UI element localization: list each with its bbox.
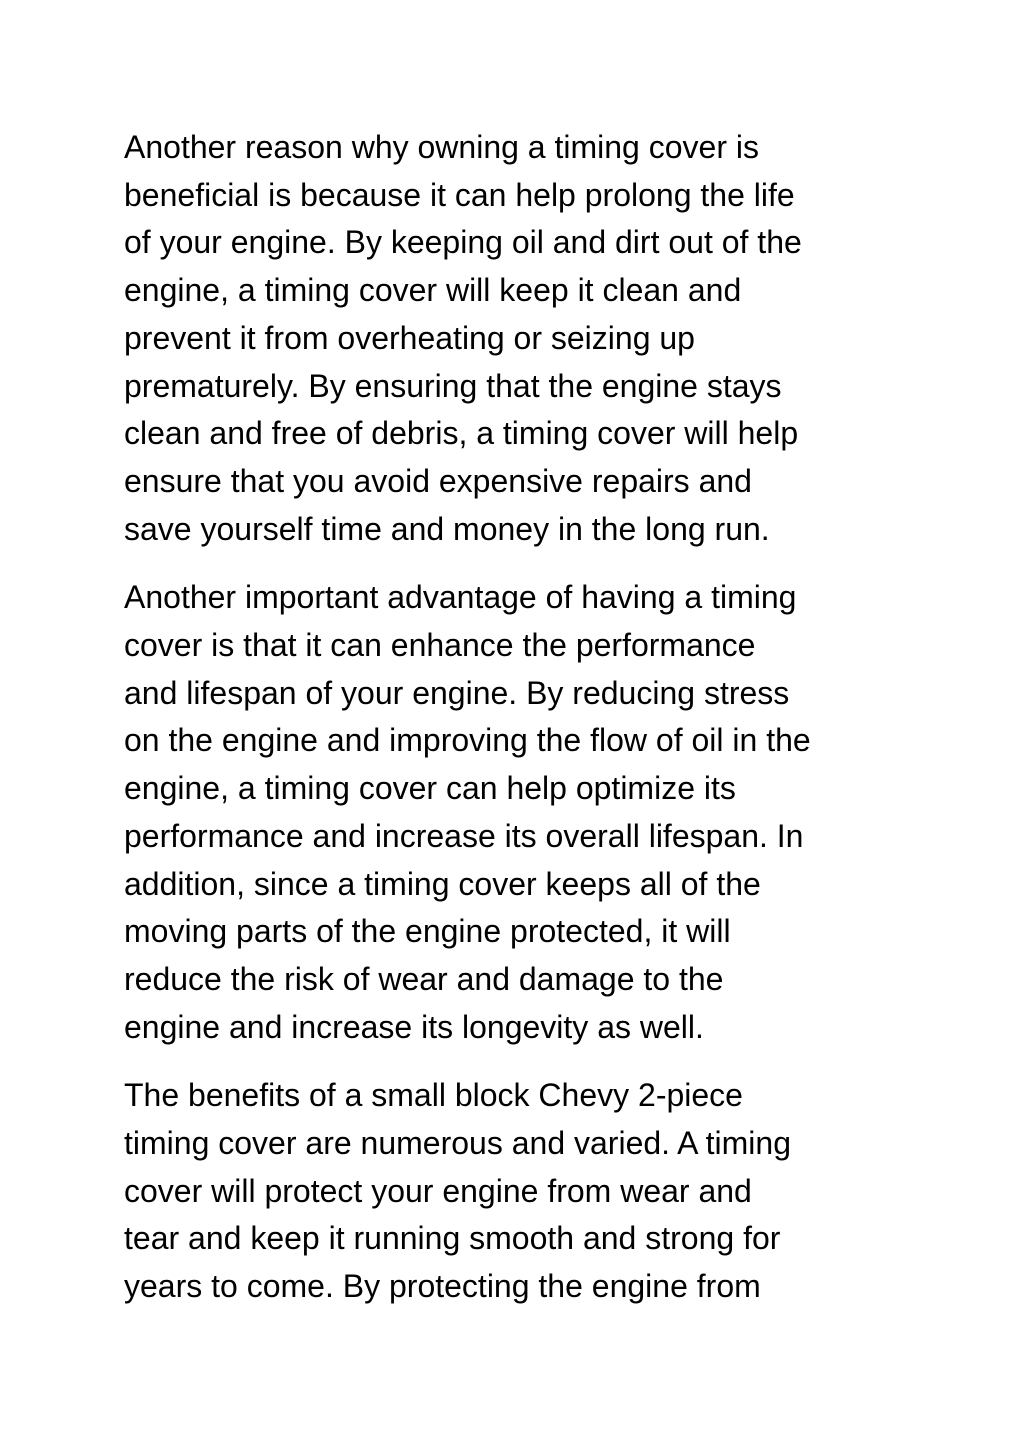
document-page	[124, 124, 904, 1332]
text-line: of your engine. By keeping oil and dirt out of the	[124, 224, 802, 261]
text-line: performance and increase its overall lifespan. In	[124, 817, 804, 854]
text-line: addition, since a timing cover keeps all of the	[124, 865, 761, 902]
text-line: reduce the risk of wear and damage to the	[124, 960, 724, 997]
text-line: Another important advantage of having a timing	[124, 579, 797, 616]
text-line: prevent it from overheating or seizing up	[124, 319, 695, 356]
text-line: The benefits of a small block Chevy 2-piece	[124, 1077, 743, 1114]
text-line: timing cover are numerous and varied. A timing	[124, 1125, 791, 1162]
text-line: clean and free of debris, a timing cover will help	[124, 415, 799, 452]
text-line: save yourself time and money in the long run.	[124, 510, 770, 547]
text-line: moving parts of the engine protected, it will	[124, 913, 731, 950]
text-line: cover is that it can enhance the performance	[124, 627, 756, 664]
text-line: Another reason why owning a timing cover is	[124, 129, 759, 165]
paragraph-benefits	[124, 1072, 904, 1311]
text-line: engine, a timing cover will keep it clean and	[124, 272, 742, 309]
text-line: engine, a timing cover can help optimize its	[124, 770, 736, 807]
text-line: on the engine and improving the flow of oil in the	[124, 722, 811, 759]
text-line: prematurely. By ensuring that the engine stays	[124, 367, 782, 404]
paragraph-performance	[124, 574, 904, 1051]
paragraph-engine-life	[124, 124, 904, 553]
text-line: beneficial is because it can help prolong the life	[124, 176, 795, 213]
text-line: engine and increase its longevity as well.	[124, 1008, 704, 1045]
text-line: tear and keep it running smooth and strong for	[124, 1220, 781, 1257]
text-line: cover will protect your engine from wear and	[124, 1172, 752, 1209]
text-line: years to come. By protecting the engine from	[124, 1268, 761, 1305]
text-line: ensure that you avoid expensive repairs and	[124, 462, 752, 499]
text-line: and lifespan of your engine. By reducing stress	[124, 674, 790, 711]
